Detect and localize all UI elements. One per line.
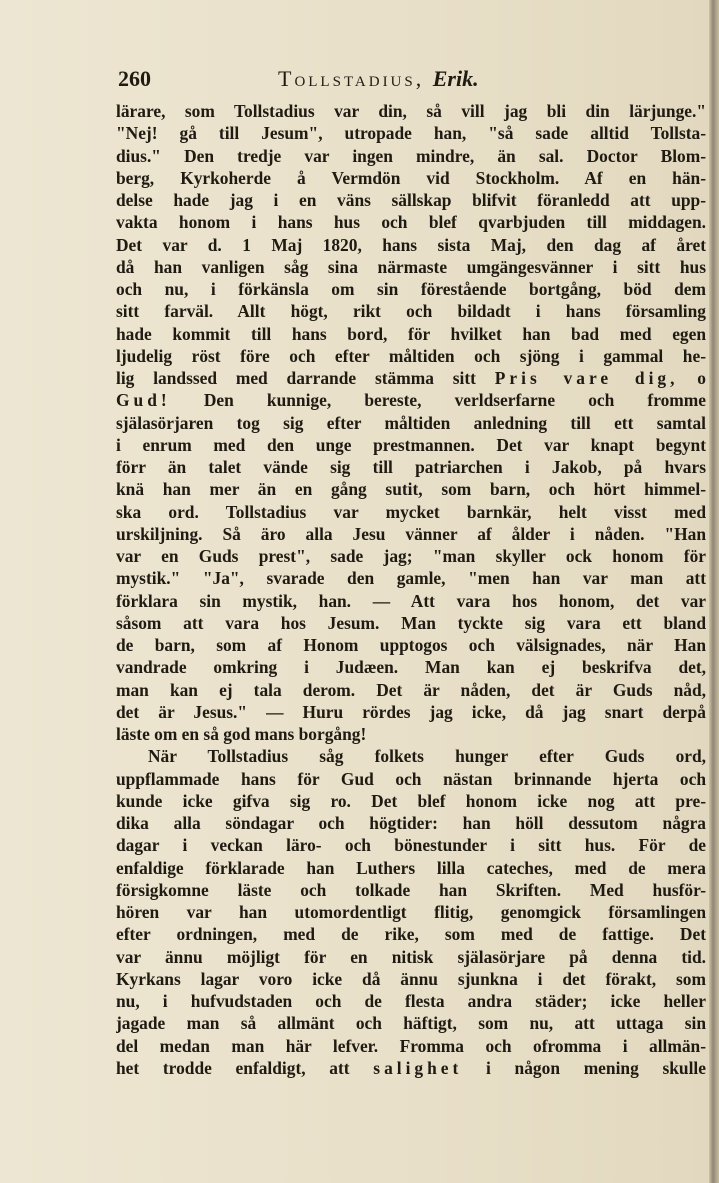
text-line: och nu, i förkänsla om sin förestående bortgång, böd dem — [116, 279, 706, 299]
text-line: de barn, som af Honom upptogos och välsignades, när Han — [116, 635, 706, 655]
text-segment: o — [678, 368, 706, 388]
text-line: hören var han utomordentligt flitig, genomgick församlingen — [116, 902, 706, 922]
text-line: förklara sin mystik, han. — Att vara hos honom, det var — [116, 590, 706, 611]
text-line: lärare, som Tollstadius var din, så vill jag bli din lärjunge." — [116, 101, 706, 121]
text-segment: het trodde enfaldigt, att — [116, 1057, 374, 1078]
text-line: försigkomne läste och tolkade han Skriften. Med husför- — [116, 879, 706, 900]
text-line: uppflammade hans för Gud och nästan brinnande hjerta och — [116, 768, 706, 789]
running-title — [278, 66, 479, 92]
text-line: efter ordningen, med de rike, som med de fattige. Det — [116, 924, 706, 945]
text-segment: lig landssed med darrande stämma sitt — [116, 368, 495, 388]
text-line: då han vanligen såg sina närmaste umgängesvänner i sitt hus — [116, 256, 706, 277]
page-number: 260 — [118, 66, 151, 91]
text-line: såsom att vara hos Jesum. Man tyckte sig vara ett bland — [116, 612, 706, 633]
text-line — [116, 389, 706, 411]
text-line: dius." Den tredje var ingen mindre, än sal. Doctor Blom- — [116, 145, 706, 166]
text-line: Kyrkans lagar voro icke då ännu sjunkna i det förakt, som — [116, 968, 706, 989]
text-line: ska ord. Tollstadius var mycket barnkär, helt visst med — [116, 501, 706, 522]
text-line: Det var d. 1 Maj 1820, hans sista Maj, den dag af året — [116, 234, 706, 255]
page-header — [86, 66, 646, 96]
text-line: vandrade omkring i Judæen. Man kan ej beskrifva det, — [116, 657, 706, 678]
text-line: jagade man så allmänt och häftigt, som nu, att uttaga sin — [116, 1013, 706, 1034]
page-edge — [709, 0, 719, 1183]
text-line: mystik." "Ja", svarade den gamle, "men han var man att — [116, 568, 706, 589]
text-line: sitt farväl. Allt högt, rikt och bildadt i hans församling — [116, 301, 706, 322]
text-line: läste om en så god mans borgång! — [116, 724, 367, 744]
text-line: När Tollstadius såg folkets hunger efter Guds ord, — [148, 746, 706, 767]
body-text — [116, 100, 706, 1079]
text-line: "Nej! gå till Jesum", utropade han, "så sade alltid Tollsta- — [116, 123, 706, 144]
text-line: i enrum med den unge prestmannen. Det var knapt begynt — [116, 434, 706, 455]
text-line: vakta honom i hans hus och blef qvarbjuden till middagen. — [116, 212, 706, 233]
text-line: var ännu möjligt för en nitisk själasörjare på denna tid. — [116, 946, 706, 967]
text-line: delse hade jag i en väns sällskap blifvit föranledd att upp- — [116, 190, 706, 210]
text-line: själasörjaren tog sig efter måltiden anledning till ett samtal — [116, 412, 706, 433]
text-line: enfaldige förklarade han Luthers lilla cateches, med de mera — [116, 857, 706, 878]
text-line: nu, i hufvudstaden och de flesta andra städer; icke heller — [116, 991, 706, 1011]
spaced-emphasis: salighet — [373, 1057, 463, 1078]
text-line: man kan ej tala derom. Det är nåden, det är Guds nåd, — [116, 679, 706, 700]
text-line: dagar i veckan läro- och bönestunder i sitt hus. För de — [116, 835, 706, 856]
text-line: var en Guds prest", sade jag; "man skyller ock honom för — [116, 546, 706, 566]
text-line: del medan man här lefver. Fromma och ofromma i allmän- — [116, 1035, 706, 1056]
text-line: urskiljning. Så äro alla Jesu vänner af ålder i nåden. "Han — [116, 523, 706, 544]
text-segment: i någon mening skulle — [462, 1057, 706, 1078]
text-line — [116, 367, 706, 389]
spaced-emphasis: Gud! — [116, 390, 171, 411]
text-line: kunde icke gifva sig ro. Det blef honom icke nog att pre- — [116, 790, 706, 811]
text-line: berg, Kyrkoherde å Vermdön vid Stockholm. Af en hän- — [116, 167, 706, 188]
text-segment: Den kunnige, bereste, verldserfarne och fromme — [170, 390, 706, 411]
running-title-given-name: Erik. — [432, 66, 479, 91]
running-title-author: Tollstadius — [278, 66, 416, 91]
spaced-emphasis: Pris vare dig, — [494, 368, 679, 388]
text-line: dika alla söndagar och högtider: han höll dessutom några — [116, 813, 706, 833]
text-line — [116, 1057, 706, 1079]
text-line: hade kommit till hans bord, för hvilket han bad med egen — [116, 323, 706, 344]
running-title-separator: , — [415, 66, 433, 91]
text-line: knä han mer än en gång sutit, som barn, och hört himmel- — [116, 479, 706, 500]
text-line: det är Jesus." — Huru rördes jag icke, då jag snart derpå — [116, 701, 706, 722]
text-line: ljudelig röst före och efter måltiden och sjöng i gammal he- — [116, 345, 706, 366]
text-line: förr än talet vände sig till patriarchen i Jakob, på hvars — [116, 457, 706, 477]
